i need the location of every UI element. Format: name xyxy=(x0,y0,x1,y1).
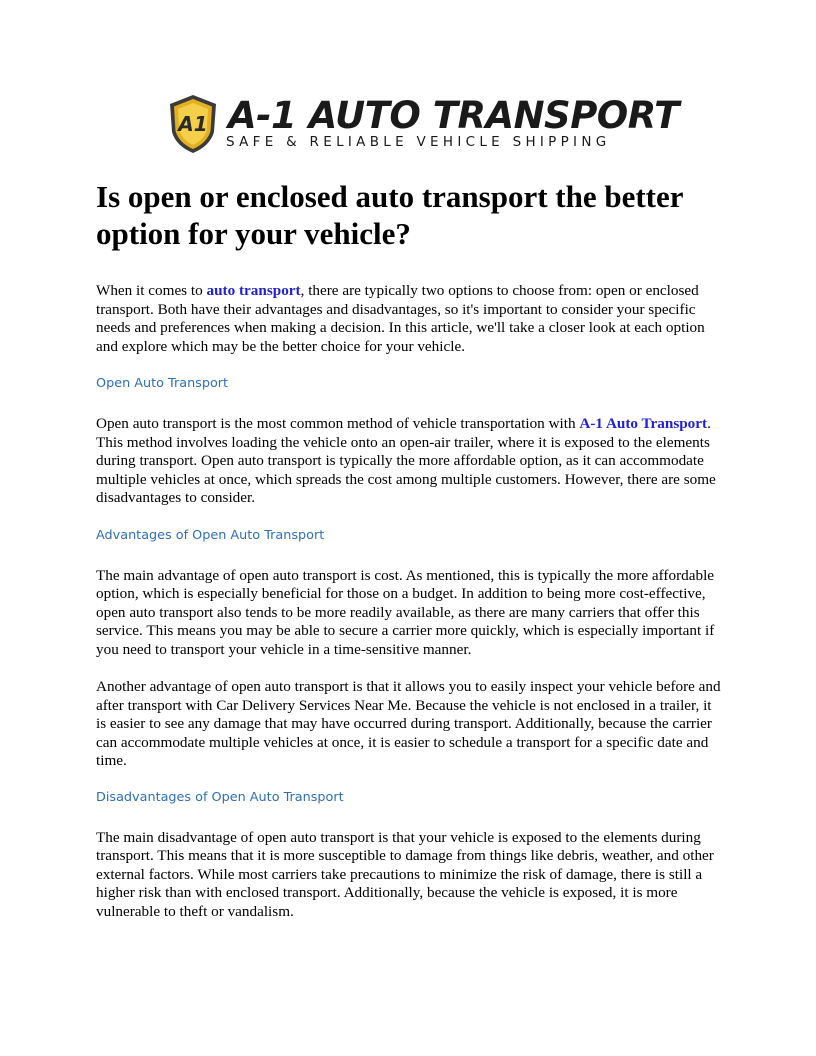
logo-tagline: SAFE & RELIABLE VEHICLE SHIPPING xyxy=(226,134,611,150)
article-body xyxy=(96,178,724,921)
a1-auto-transport-link[interactable]: A-1 Auto Transport xyxy=(579,415,708,432)
svg-text:A1: A1 xyxy=(178,112,208,136)
disadvantages-paragraph-1: The main disadvantage of open auto transport is that your vehicle is exposed to the elements during transport. This means that it is more susceptible to damage from things like debris, weather, and other external factors. While most carriers take precautions to minimize the risk of damage, there is still a higher risk than with enclosed transport. Additionally, because the vehicle is exposed, it is more vulnerable to theft or vandalism. xyxy=(96,828,714,920)
advantages-paragraph-1: The main advantage of open auto transport is cost. As mentioned, this is typically the more affordable option, which is especially beneficial for those on a budget. In addition to being more cost-effective, open auto transport also tends to be more readily available, as there are many carriers that offer this service. This means you may be able to secure a carrier more quickly, which is especially important if you need to transport your vehicle in a time-sensitive manner. xyxy=(96,566,715,658)
section-heading-open-auto-transport: Open Auto Transport xyxy=(96,376,229,391)
section-heading-disadvantages: Disadvantages of Open Auto Transport xyxy=(96,789,344,805)
intro-paragraph: When it comes to auto transport, there are typically two options to choose from: open or enclosed transport. Both have their advantages and disadvantages, so it's important to consider your specific needs and preferences when making a decision. In this article, we'll take a closer look at each option and explore which may be the better choice for your vehicle. xyxy=(96,282,705,355)
company-logo xyxy=(168,92,679,162)
logo-title: A-1 AUTO TRANSPORT xyxy=(228,94,679,137)
advantages-paragraph-2: Another advantage of open auto transport is that it allows you to easily inspect your vehicle before and after transport with Car Delivery Services Near Me. Because the vehicle is not enclosed in a trailer, it is easier to see any damage that may have occurred during transport. Additionally, because the carrier can accommodate multiple vehicles at once, it is easier to schedule a transport for a specific date and time. xyxy=(96,678,721,769)
article-title: Is open or enclosed auto transport the better option for your vehicle? xyxy=(96,179,683,251)
auto-transport-link[interactable]: auto transport xyxy=(206,282,301,299)
open-transport-paragraph: Open auto transport is the most common method of vehicle transportation with A-1 Auto Transport. This method involves loading the vehicle onto an open-air trailer, where it is exposed to the elements during transport. Open auto transport is typically the more affordable option, as it can accommodate multiple vehicles at once, which spreads the cost among multiple customers. However, there are some disadvantages to consider. xyxy=(96,415,716,506)
a1-shield-icon xyxy=(168,94,218,154)
section-heading-advantages: Advantages of Open Auto Transport xyxy=(96,527,325,543)
